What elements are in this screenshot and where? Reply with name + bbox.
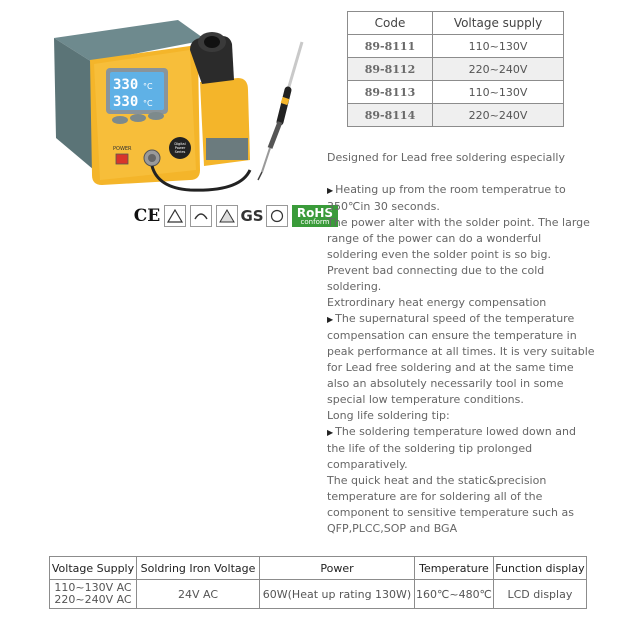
voltage-supply-cell [50, 580, 137, 609]
table-row [348, 104, 564, 127]
badge-line3: Series [174, 150, 186, 154]
iron-voltage-cell: 24V AC [137, 580, 260, 609]
gs-mark-icon: GS [240, 207, 264, 225]
power-switch [116, 154, 128, 164]
description-power: The power alter with the solder point. The large range of the power can do a wonderful soldering even the solder point is so big. [327, 216, 590, 261]
description-precision: The quick heat and the static&precision temperature are for soldering all of the component to sensitive temperature such as QFP,PLCC,SOP and BGA [327, 474, 574, 535]
voltage-cell: 110~130V [433, 81, 564, 104]
function-display-header: Function display [493, 557, 586, 580]
function-display-cell: LCD display [493, 580, 586, 609]
code-cell: 89-8111 [348, 35, 433, 58]
description-compensation: ▶ The supernatural speed of the temperature compensation can ensure the temperature in peak performance at all times. It is very suitable for Lead free soldering and at the same time also an absolutely necessarily tool in some special low temperature conditions. [327, 311, 595, 408]
soldering-station-image [50, 20, 320, 195]
table-row [50, 580, 587, 609]
lcd-top-unit: °C [143, 82, 153, 91]
lcd-bottom-unit: °C [143, 99, 153, 108]
tuv-logo-icon [164, 205, 186, 227]
code-header: Code [348, 12, 433, 35]
description-tip: ▶ The soldering temperature lowed down and the life of the soldering tip prolonged comparatively. [327, 424, 595, 473]
spec-table [49, 556, 587, 609]
description-cold-solder: Prevent bad connecting due to the cold soldering. [327, 264, 545, 293]
product-description [327, 150, 595, 537]
table-row [348, 58, 564, 81]
rohs-subtitle: conform [300, 217, 330, 226]
voltage-cell: 110~130V [433, 35, 564, 58]
voltage-cell: 220~240V [433, 104, 564, 127]
power-cell: 60W(Heat up rating 130W) [260, 580, 415, 609]
voltage-header: Voltage supply [433, 12, 564, 35]
code-table [347, 11, 564, 127]
code-cell: 89-8114 [348, 104, 433, 127]
emc-logo-icon [190, 205, 212, 227]
badge-line2: Power [174, 146, 186, 150]
iron-voltage-header: Soldring Iron Voltage [137, 557, 260, 580]
voltage-supply-line1: 110~130V AC [54, 581, 132, 594]
badge-line1: Digital [174, 142, 186, 146]
lcd-top-readout: 330 [113, 77, 139, 93]
table-row [348, 81, 564, 104]
table-row [348, 35, 564, 58]
approval-mark-icon [266, 205, 288, 227]
temperature-header: Temperature [415, 557, 494, 580]
code-cell: 89-8113 [348, 81, 433, 104]
description-heating: ▶ Heating up from the room temperatrue to 350℃in 30 seconds. [327, 182, 595, 215]
voltage-cell: 220~240V [433, 58, 564, 81]
voltage-supply-header: Voltage Supply [50, 557, 137, 580]
code-cell: 89-8112 [348, 58, 433, 81]
description-tip-title: Long life soldering tip: [327, 409, 450, 422]
power-header: Power [260, 557, 415, 580]
test-mark-icon [216, 205, 238, 227]
power-label: POWER [113, 146, 132, 152]
temperature-cell: 160℃~480℃ [415, 580, 494, 609]
ce-mark-icon: CE [133, 206, 161, 226]
rohs-title: RoHS [296, 205, 334, 220]
description-lead: Designed for Lead free soldering especially [327, 151, 565, 164]
description-compensation-title: Extrordinary heat energy compensation [327, 296, 547, 309]
voltage-supply-line2: 220~240V AC [54, 593, 132, 606]
lcd-bottom-readout: 330 [113, 94, 139, 110]
certification-logos [134, 204, 338, 228]
